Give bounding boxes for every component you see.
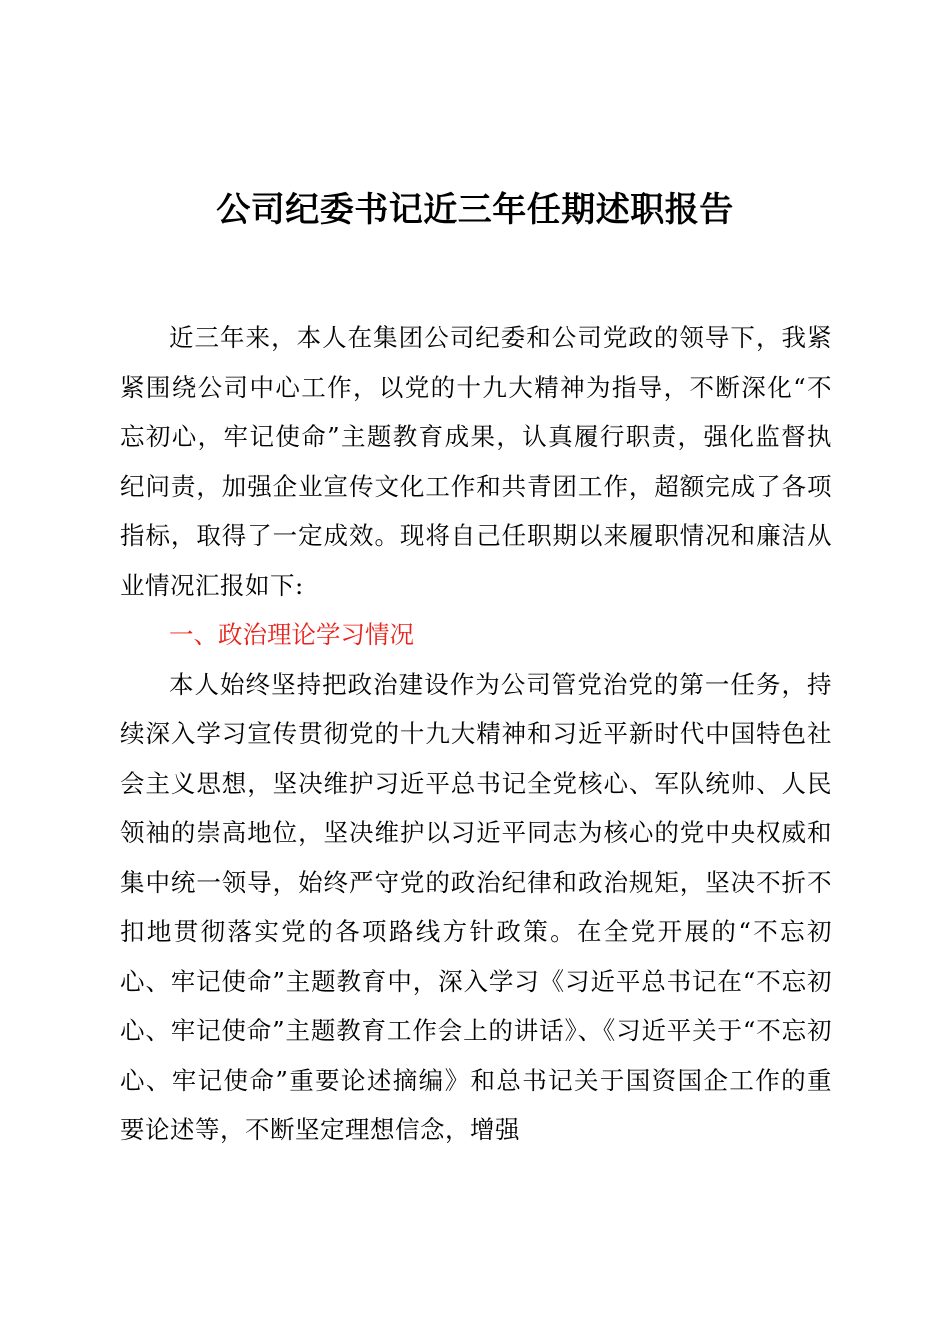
document-body [120, 313, 832, 1155]
section-paragraph-political-study: 本人始终坚持把政治建设作为公司管党治党的第一任务，持续深入学习宣传贯彻党的十九大精神和习近平新时代中国特色社会主义思想，坚决维护习近平总书记全党核心、军队统帅、人民领袖的崇高地位，坚决维护以习近平同志为核心的党中央权威和集中统一领导，始终严守党的政治纪律和政治规矩，坚决不折不扣地贯彻落实党的各项路线方针政策。在全党开展的“不忘初心、牢记使命”主题教育中，深入学习《习近平总书记在“不忘初心、牢记使命”主题教育工作会上的讲话》、《习近平关于“不忘初心、牢记使命”重要论述摘编》和总书记关于国资国企工作的重要论述等，不断坚定理想信念，增强 [120, 669, 832, 1144]
intro-paragraph: 近三年来，本人在集团公司纪委和公司党政的领导下，我紧紧围绕公司中心工作，以党的十九大精神为指导，不断深化“不忘初心，牢记使命”主题教育成果，认真履行职责，强化监督执纪问责，加强企业宣传文化工作和共青团工作，超额完成了各项指标，取得了一定成效。现将自己任职期以来履职情况和廉洁从业情况汇报如下: [120, 323, 832, 600]
section-heading-political-study: 一、政治理论学习情况 [169, 620, 414, 649]
document-title: 公司纪委书记近三年任期述职报告 [216, 190, 734, 230]
